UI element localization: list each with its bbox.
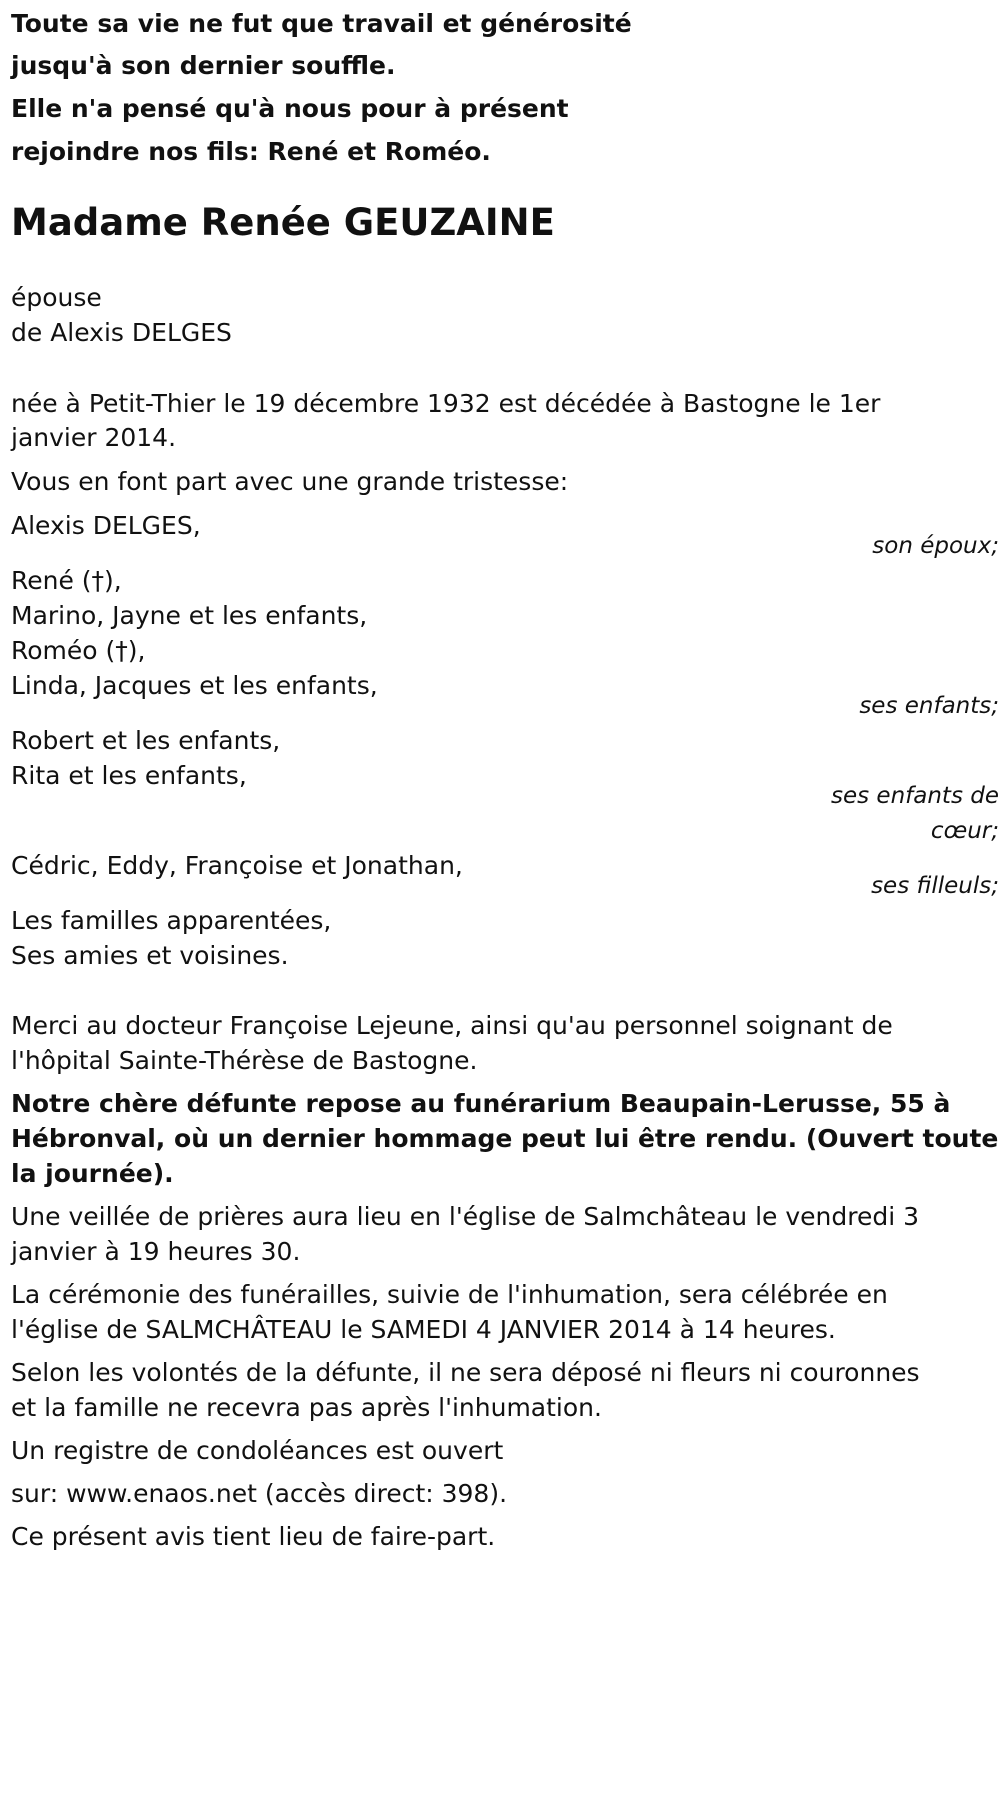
poem-line: Toute sa vie ne fut que travail et générosité <box>11 9 632 38</box>
repose-line: Notre chère défunte repose au funérarium Beaupain-Lerusse, 55 à <box>11 1089 951 1118</box>
birth-death-line: janvier 2014. <box>11 423 177 452</box>
poem-line: Elle n'a pensé qu'à nous pour à présent <box>11 94 569 123</box>
wishes-line: et la famille ne recevra pas après l'inhumation. <box>11 1393 602 1422</box>
thanks-line: l'hôpital Sainte-Thérèse de Bastogne. <box>11 1046 478 1075</box>
family-member: Marino, Jayne et les enfants, <box>11 601 368 630</box>
family-member: Roméo (†), <box>11 636 146 665</box>
family-role: ses enfants de <box>831 783 999 809</box>
deceased-name: Madame Renée GEUZAINE <box>11 201 555 244</box>
family-role: ses filleuls; <box>871 873 999 899</box>
family-member: René (†), <box>11 566 122 595</box>
family-member: Linda, Jacques et les enfants, <box>11 671 378 700</box>
family-role: cœur; <box>930 818 999 844</box>
closing-line: Ce présent avis tient lieu de faire-part. <box>11 1522 496 1551</box>
repose-line: Hébronval, où un dernier hommage peut lui être rendu. (Ouvert toute <box>11 1124 999 1153</box>
family-member: Cédric, Eddy, Françoise et Jonathan, <box>11 851 463 880</box>
poem-line: jusqu'à son dernier souffle. <box>11 51 396 80</box>
family-member: Les familles apparentées, <box>11 906 332 935</box>
ceremony-line: La cérémonie des funérailles, suivie de l'inhumation, sera célébrée en <box>11 1280 888 1309</box>
poem-line: rejoindre nos fils: René et Roméo. <box>11 137 491 166</box>
birth-death-line: née à Petit-Thier le 19 décembre 1932 est décédée à Bastogne le 1er <box>11 389 881 418</box>
ceremony-line: l'église de SALMCHÂTEAU le SAMEDI 4 JANVIER 2014 à 14 heures. <box>11 1315 836 1344</box>
spouse-name: de Alexis DELGES <box>11 318 232 347</box>
register-line: sur: www.enaos.net (accès direct: 398). <box>11 1479 508 1508</box>
family-member: Robert et les enfants, <box>11 726 281 755</box>
announcement: Vous en font part avec une grande tristesse: <box>11 467 569 496</box>
register-line: Un registre de condoléances est ouvert <box>11 1436 504 1465</box>
family-role: ses enfants; <box>859 693 999 719</box>
family-role: son époux; <box>872 533 999 559</box>
vigil-line: janvier à 19 heures 30. <box>11 1237 301 1266</box>
repose-line: la journée). <box>11 1159 174 1188</box>
family-member: Ses amies et voisines. <box>11 941 289 970</box>
family-member: Alexis DELGES, <box>11 511 201 540</box>
spouse-label: épouse <box>11 283 102 312</box>
family-member: Rita et les enfants, <box>11 761 247 790</box>
thanks-line: Merci au docteur Françoise Lejeune, ainsi qu'au personnel soignant de <box>11 1011 893 1040</box>
vigil-line: Une veillée de prières aura lieu en l'église de Salmchâteau le vendredi 3 <box>11 1202 920 1231</box>
wishes-line: Selon les volontés de la défunte, il ne sera déposé ni fleurs ni couronnes <box>11 1358 920 1387</box>
